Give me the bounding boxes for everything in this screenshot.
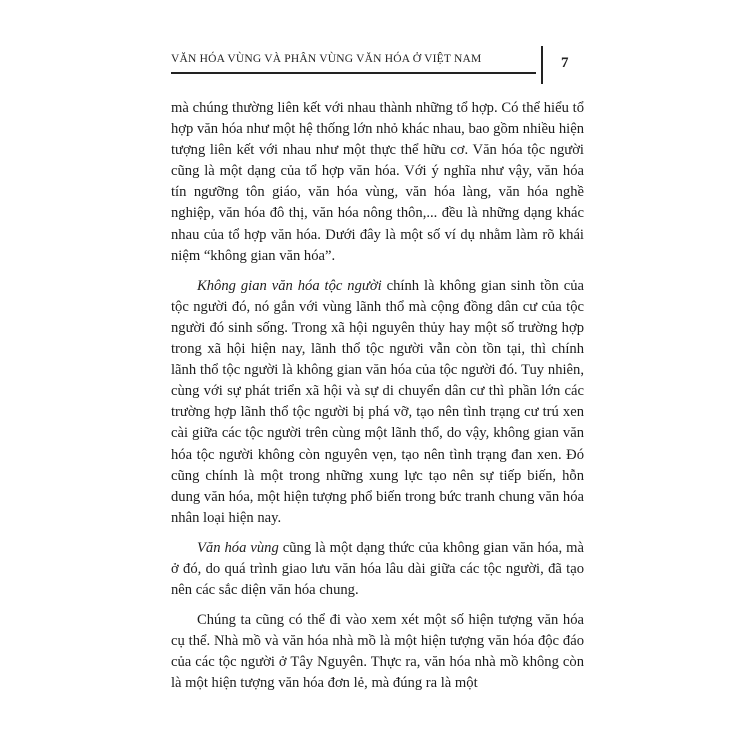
- paragraph-2-lead: Không gian văn hóa tộc người: [197, 277, 382, 294]
- paragraph-3: [171, 538, 584, 601]
- paragraph-1-text: mà chúng thường liên kết với nhau thành những tổ hợp. Có thể hiểu tổ hợp văn hóa như một hệ thống lớn nhỏ khác nhau, bao gồm nhiều hiện tượng liên kết với nhau như một thực thể hữu cơ. Văn hóa tộc người cũng là một dạng của tổ hợp văn hóa. Với ý nghĩa như vậy, văn hóa tín ngưỡng tôn giáo, văn hóa vùng, văn hóa làng, văn hóa nghề nghiệp, văn hóa đô thị, văn hóa nông thôn,... đều là những dạng khác nhau của tổ hợp văn hóa. Dưới đây là một số ví dụ nhằm làm rõ khái niệm “không gian văn hóa”.: [171, 100, 584, 264]
- paragraph-4: [171, 610, 584, 694]
- paragraph-4-text: Chúng ta cũng có thể đi vào xem xét một số hiện tượng văn hóa cụ thể. Nhà mồ và văn hóa nhà mồ là một hiện tượng văn hóa độc đáo của các tộc người ở Tây Nguyên. Thực ra, văn hóa nhà mồ không còn là một hiện tượng văn hóa đơn lẻ, mà đúng ra là một: [171, 612, 584, 692]
- running-title: VĂN HÓA VÙNG VÀ PHÂN VÙNG VĂN HÓA Ở VIỆT NAM: [171, 53, 482, 65]
- paragraph-1: [171, 98, 584, 267]
- paragraph-3-lead: Văn hóa vùng: [197, 539, 279, 556]
- paragraph-2-text: chính là không gian sinh tồn của tộc người đó, nó gắn với vùng lãnh thổ mà cộng đồng dân cư của tộc người đó sinh sống. Trong xã hội nguyên thủy hay một số trường hợp trong xã hội hiện nay, lãnh thổ tộc người vẫn còn tồn tại, thì chính lãnh thổ tộc người là không gian văn hóa của tộc người đó. Tuy nhiên, cùng với sự phát triển xã hội và sự di chuyển dân cư thì phần lớn các trường hợp lãnh thổ tộc người bị phá vỡ, tạo nên tình trạng cư trú xen cài giữa các tộc người trên cùng một lãnh thổ, do vậy, không gian văn hóa tộc người không còn nguyên vẹn, tạo nên tình trạng đan xen. Đó cũng chính là một trong những xung lực tạo nên sự tiếp biến, hỗn dung văn hóa, một hiện tượng phổ biến trong bức tranh chung văn hóa nhân loại hiện nay.: [171, 277, 584, 526]
- body-text: [171, 98, 584, 704]
- paragraph-2: [171, 276, 584, 529]
- header-rule: [171, 72, 536, 74]
- paragraph-3-text: cũng là một dạng thức của không gian văn hóa, mà ở đó, do quá trình giao lưu văn hóa lâu dài giữa các tộc người, đã tạo nên các sắc diện văn hóa chung.: [171, 539, 584, 599]
- page-number: 7: [561, 55, 569, 71]
- header-vertical-rule: [541, 46, 543, 84]
